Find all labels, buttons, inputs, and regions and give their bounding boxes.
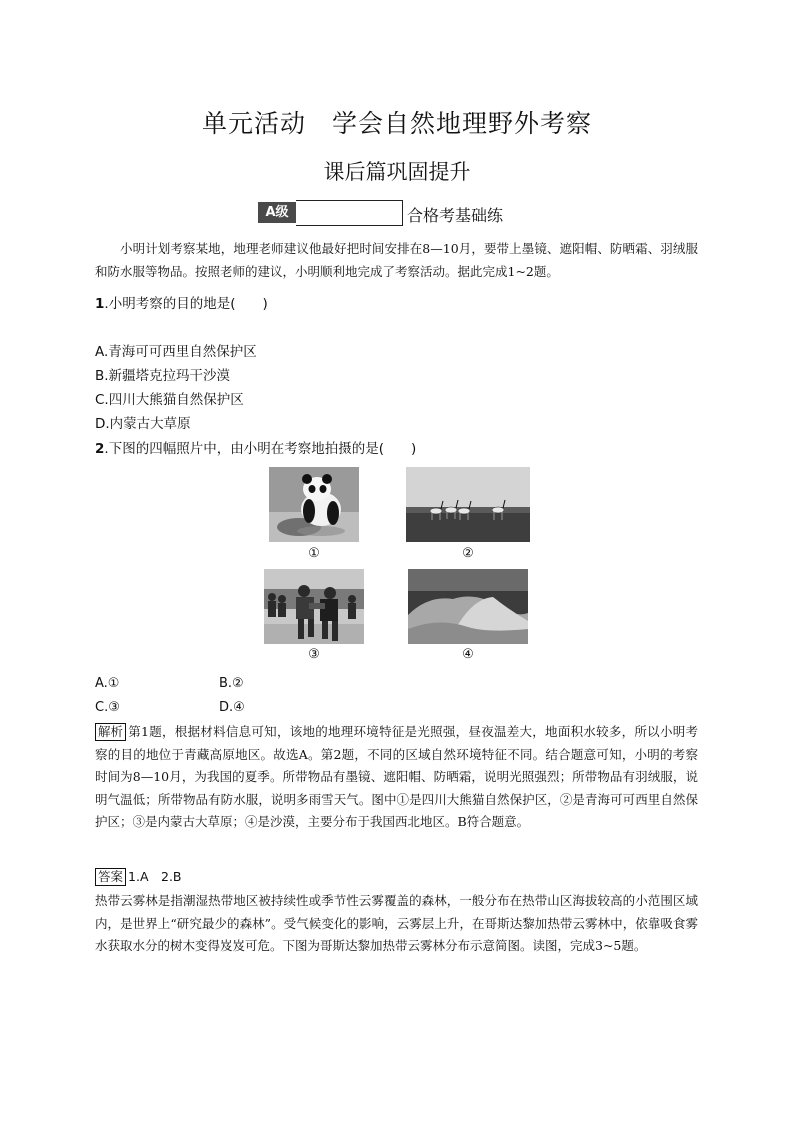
analysis-label: 解析: [95, 723, 126, 741]
question-2-text: .下图的四幅照片中，由小明在考察地拍摄的是( ): [104, 441, 417, 457]
question-1-option-a: A.青海可可西里自然保护区: [95, 344, 257, 360]
answer-text: 1.A 2.B: [128, 869, 182, 884]
photo-desert: [408, 569, 528, 644]
question-1-stem: [95, 292, 268, 312]
photo-2-caption: ②: [462, 546, 474, 561]
intro-paragraph-1: 小明计划考察某地，地理老师建议他最好把时间安排在8—10月，要带上墨镜、遮阳帽、防晒霜、羽绒服和防水服等物品。按照老师的建议，小明顺利地完成了考察活动。据此完成1~2题。: [95, 241, 698, 279]
question-2-number: 2: [95, 441, 105, 457]
photo-wrestling: [264, 569, 364, 644]
answer-block: [95, 866, 698, 889]
level-blank-box: [296, 200, 403, 226]
question-1-option-c: C.四川大熊猫自然保护区: [95, 392, 244, 408]
question-2-stem: [95, 437, 416, 457]
question-2-option-b: B.②: [219, 676, 244, 691]
question-2-option-a: A.①: [95, 676, 120, 691]
question-1-number: 1: [95, 296, 105, 312]
page-title: 单元活动 学会自然地理野外考察: [201, 109, 592, 138]
question-1-option-b: B.新疆塔克拉玛干沙漠: [95, 368, 231, 384]
analysis-block: [95, 721, 698, 834]
question-1-option-d: D.内蒙古大草原: [95, 416, 191, 432]
photo-1-caption: ①: [308, 546, 320, 561]
question-2-option-d: D.④: [219, 700, 245, 715]
question-1-text: .小明考察的目的地是( ): [104, 296, 268, 312]
photo-3-caption: ③: [308, 647, 320, 662]
level-heading: 合格考基础练: [407, 206, 504, 225]
answer-label: 答案: [95, 868, 126, 886]
level-badge: A级: [258, 202, 296, 223]
page-subtitle: 课后篇巩固提升: [323, 160, 471, 184]
photo-antelopes: [406, 467, 530, 542]
question-2-option-c: C.③: [95, 700, 120, 715]
photo-panda: [269, 467, 359, 542]
analysis-text: 第1题，根据材料信息可知，该地的地理环境特征是光照强，昼夜温差大，地面积水较多，所以小明考察的目的地位于青藏高原地区。故选A。第2题，不同的区域自然环境特征不同。结合题意可知，小明的考察时间为8—10月，为我国的夏季。所带物品有墨镜、遮阳帽、防晒霜，说明光照强烈；所带物品有羽绒服，说明气温低；所带物品有防水服，说明多雨雪天气。图中①是四川大熊猫自然保护区，②是青海可可西里自然保护区；③是内蒙古大草原；④是沙漠，主要分布于我国西北地区。B符合题意。: [95, 724, 698, 829]
intro-paragraph-2: 热带云雾林是指潮湿热带地区被持续性或季节性云雾覆盖的森林，一般分布在热带山区海拔较高的小范围区域内，是世界上“研究最少的森林”。受气候变化的影响，云雾层上升，在哥斯达黎加热带云雾林中，依靠吸食雾水获取水分的树木变得岌岌可危。下图为哥斯达黎加热带云雾林分布示意简图。读图，完成3~5题。: [95, 893, 698, 953]
photo-4-caption: ④: [462, 647, 474, 662]
